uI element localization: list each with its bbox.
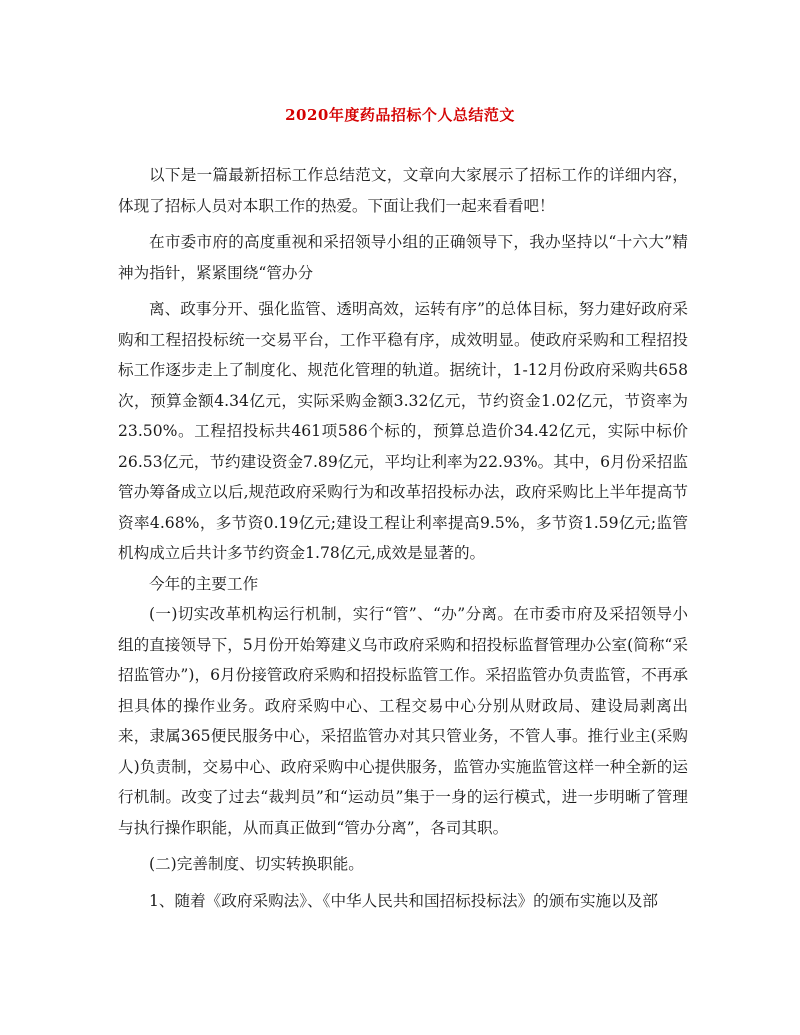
section-heading-main-work: 今年的主要工作 bbox=[149, 574, 259, 593]
page-title: 2020年度药品招标个人总结范文 bbox=[285, 106, 515, 124]
paragraph-laws: 1、随着《政府采购法》、《中华人民共和国招标投标法》的颁布实施以及部 bbox=[149, 891, 658, 910]
paragraph-reform: (一)切实改革机构运行机制，实行“管”、“办”分离。在市委市府及采招领导小组的直接领导下，5月份开始筹建义乌市政府采购和招投标监督管理办公室(简称“采招监管办”)，6月份接管政府采购和招投标监管工作。采招监管办负责监管，不再承担具体的操作业务。政府采购中心、工程交易中心分别从财政局、建设局剥离出来，隶属365便民服务中心，采招监管办对其只管业务，不管人事。推行业主(采购人)负责制，交易中心、政府采购中心提供服务，监管办实施监管这样一种全新的运行机制。改变了过去“裁判员”和“运动员”集于一身的运行模式，进一步明晰了管理与执行操作职能，从而真正做到“管办分离”，各司其职。 bbox=[118, 605, 688, 837]
paragraph-statistics: 离、政事分开、强化监管、透明高效，运转有序”的总体目标，努力建好政府采购和工程招投标统一交易平台，工作平稳有序，成效明显。使政府采购和工程招投标工作逐步走上了制度化、规范化管理的轨道。据统计，1-12月份政府采购共658次，预算金额4.34亿元，实际采购金额3.32亿元，节约资金1.02亿元，节资率为23.50%。工程招投标共461项586个标的，预算总造价34.42亿元，实际中标价26.53亿元，节约建设资金7.89亿元，平均让利率为22.93%。其中，6月份采招监管办筹备成立以后,规范政府采购行为和改革招投标办法，政府采购比上半年提高节资率4.68%，多节资0.19亿元;建设工程让利率提高9.5%，多节资1.59亿元;监管机构成立后共计多节约资金1.78亿元,成效是显著的。 bbox=[118, 300, 688, 562]
paragraph-intro: 以下是一篇最新招标工作总结范文，文章向大家展示了招标工作的详细内容，体现了招标人员对本职工作的热爱。下面让我们一起来看看吧！ bbox=[118, 166, 688, 215]
paragraph-leadership: 在市委市府的高度重视和采招领导小组的正确领导下，我办坚持以“十六大”精神为指针，紧紧围绕“管办分 bbox=[118, 233, 688, 282]
section-heading-system: (二)完善制度、切实转换职能。 bbox=[149, 855, 364, 873]
document-body bbox=[118, 160, 688, 916]
